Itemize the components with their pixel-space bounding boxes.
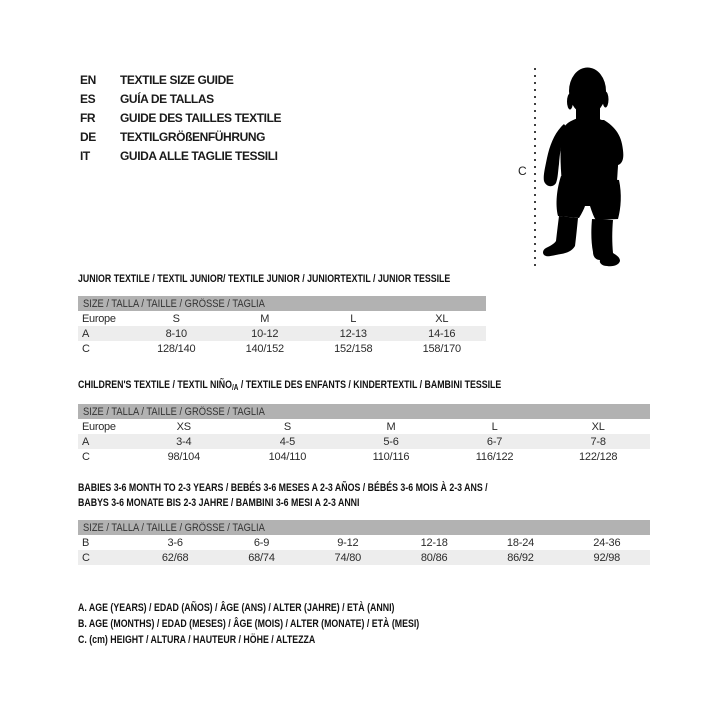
table-size-header-text: SIZE / TALLA / TAILLE / GRÖSSE / TAGLIA (83, 297, 265, 310)
language-label: TEXTILGRÖßENFÜHRUNG (120, 129, 266, 144)
silhouette-left-leg (543, 216, 578, 256)
table-size-header (78, 296, 486, 311)
table-row (78, 419, 650, 434)
row-label: A (82, 327, 90, 340)
footnotes-list (78, 600, 505, 648)
table-row (78, 449, 650, 464)
table-rows (78, 419, 650, 464)
footnote-line: A. AGE (YEARS) / EDAD (AÑOS) / ÂGE (ANS) / ALTER (JAHRE) / ETÀ (ANNI) (78, 602, 395, 614)
size-table (78, 520, 650, 565)
language-row (80, 109, 281, 128)
table-cell: 3-4 (176, 435, 192, 448)
table-size-header-text: SIZE / TALLA / TAILLE / GRÖSSE / TAGLIA (83, 405, 265, 418)
silhouette-ear-right (603, 92, 609, 108)
table-cell: 152/158 (334, 342, 373, 355)
table-cell: M (260, 312, 270, 325)
row-label: C (82, 551, 90, 564)
section-babies-textile (78, 481, 650, 565)
table-cell: 68/74 (248, 551, 275, 564)
table-cell: L (491, 420, 498, 433)
language-code: EN (80, 73, 96, 88)
table-cell: 140/152 (245, 342, 284, 355)
row-label: A (82, 435, 90, 448)
language-label: GUIDA ALLE TAGLIE TESSILI (120, 148, 278, 163)
table-cell: 80/86 (420, 551, 448, 564)
title-text: BABYS 3-6 MONATE BIS 2-3 JAHRE / BAMBINI 3-6 MESI A 2-3 ANNI (78, 497, 360, 509)
table-size-header (78, 404, 650, 419)
table-row (78, 326, 486, 341)
table-cell: 8-10 (165, 327, 187, 340)
footnote-line: C. (cm) HEIGHT / ALTURA / HAUTEUR / HÖHE / ALTEZZA (78, 634, 316, 646)
table-cell: 92/98 (593, 551, 621, 564)
table-row (78, 550, 650, 565)
table-row (78, 311, 486, 326)
row-label: C (82, 342, 90, 355)
table-cell: S (172, 312, 180, 325)
table-cell: 10-12 (251, 327, 279, 340)
toddler-silhouette-icon (540, 64, 632, 269)
section-title (78, 378, 650, 395)
table-cell: 9-12 (337, 536, 359, 549)
language-label: TEXTILE SIZE GUIDE (120, 73, 234, 88)
table-rows (78, 311, 486, 356)
table-cell: 116/122 (475, 450, 514, 463)
table-cell: 24-36 (593, 536, 621, 549)
language-label: GUÍA DE TALLAS (120, 92, 214, 107)
language-row (80, 90, 281, 109)
section-title-line (78, 496, 536, 511)
table-cell: 7-8 (590, 435, 606, 448)
title-subscript: /A (231, 383, 239, 392)
table-size-header (78, 520, 650, 535)
height-dotted-line (534, 68, 536, 268)
size-table (78, 404, 650, 464)
table-cell: XS (176, 420, 191, 433)
section-title-line (78, 272, 450, 287)
silhouette-shorts (557, 176, 621, 220)
table-row (78, 434, 650, 449)
table-cell: 62/68 (161, 551, 189, 564)
table-cell: 128/140 (157, 342, 196, 355)
table-cell: 14-16 (428, 327, 456, 340)
table-cell: M (386, 420, 396, 433)
table-cell: 110/116 (372, 450, 410, 463)
height-marker-label: C (518, 164, 527, 178)
language-code: FR (80, 110, 96, 125)
table-cell: XL (591, 420, 605, 433)
section-childrens-textile (78, 378, 650, 464)
table-cell: 74/80 (334, 551, 362, 564)
table-cell: 122/128 (578, 450, 618, 463)
title-text: / TEXTILE DES ENFANTS / KINDERTEXTIL / BAMBINI TESSILE (238, 379, 502, 391)
language-row (80, 71, 281, 90)
table-cell: XL (435, 312, 449, 325)
silhouette-ear-left (567, 94, 573, 110)
silhouette-right-leg (591, 219, 620, 266)
table-cell: 4-5 (279, 435, 296, 448)
toddler-figure (505, 55, 665, 280)
section-title (78, 272, 543, 287)
footnote-line: B. AGE (MONTHS) / EDAD (MESES) / ÂGE (MOIS) / ALTER (MONATE) / ETÀ (MESI) (78, 618, 420, 630)
title-text: CHILDREN'S TEXTILE / TEXTIL NIÑO (78, 379, 232, 391)
table-cell: 5-6 (383, 435, 399, 448)
language-code: DE (80, 129, 96, 144)
table-cell: 158/170 (422, 342, 461, 355)
row-label: B (82, 536, 90, 549)
section-title (78, 481, 650, 511)
section-title-line (78, 378, 536, 395)
language-code: IT (80, 148, 90, 163)
table-cell: 6-7 (486, 435, 503, 448)
row-label: Europe (82, 312, 116, 325)
language-row (80, 127, 281, 146)
table-rows (78, 535, 650, 565)
row-label: C (82, 450, 90, 463)
table-cell: 3-6 (167, 536, 183, 549)
table-row (78, 341, 486, 356)
table-cell: 104/110 (268, 450, 307, 463)
language-label: GUIDE DES TAILLES TEXTILE (120, 110, 282, 125)
table-cell: 18-24 (506, 536, 535, 549)
row-label: Europe (82, 420, 116, 433)
table-size-header-text: SIZE / TALLA / TAILLE / GRÖSSE / TAGLIA (83, 521, 265, 534)
table-cell: S (283, 420, 291, 433)
table-cell: 12-13 (339, 327, 367, 340)
language-row (80, 146, 281, 165)
table-cell: 6-9 (253, 536, 270, 549)
table-cell: 86/92 (507, 551, 534, 564)
title-text: BABIES 3-6 MONTH TO 2-3 YEARS / BEBÉS 3-6 MESES A 2-3 AÑOS / BÉBÉS 3-6 MOIS À 2-3 ANS / (78, 482, 488, 494)
section-junior-textile (78, 272, 543, 356)
language-code: ES (80, 92, 96, 107)
language-guide-list (80, 71, 281, 165)
table-cell: L (350, 312, 357, 325)
table-row (78, 535, 650, 550)
size-table (78, 296, 486, 356)
table-cell: 12-18 (420, 536, 448, 549)
table-cell: 98/104 (167, 450, 201, 463)
section-title-line (78, 481, 536, 496)
title-text: JUNIOR TEXTILE / TEXTIL JUNIOR/ TEXTILE JUNIOR / JUNIORTEXTIL / JUNIOR TESSILE (78, 273, 451, 285)
